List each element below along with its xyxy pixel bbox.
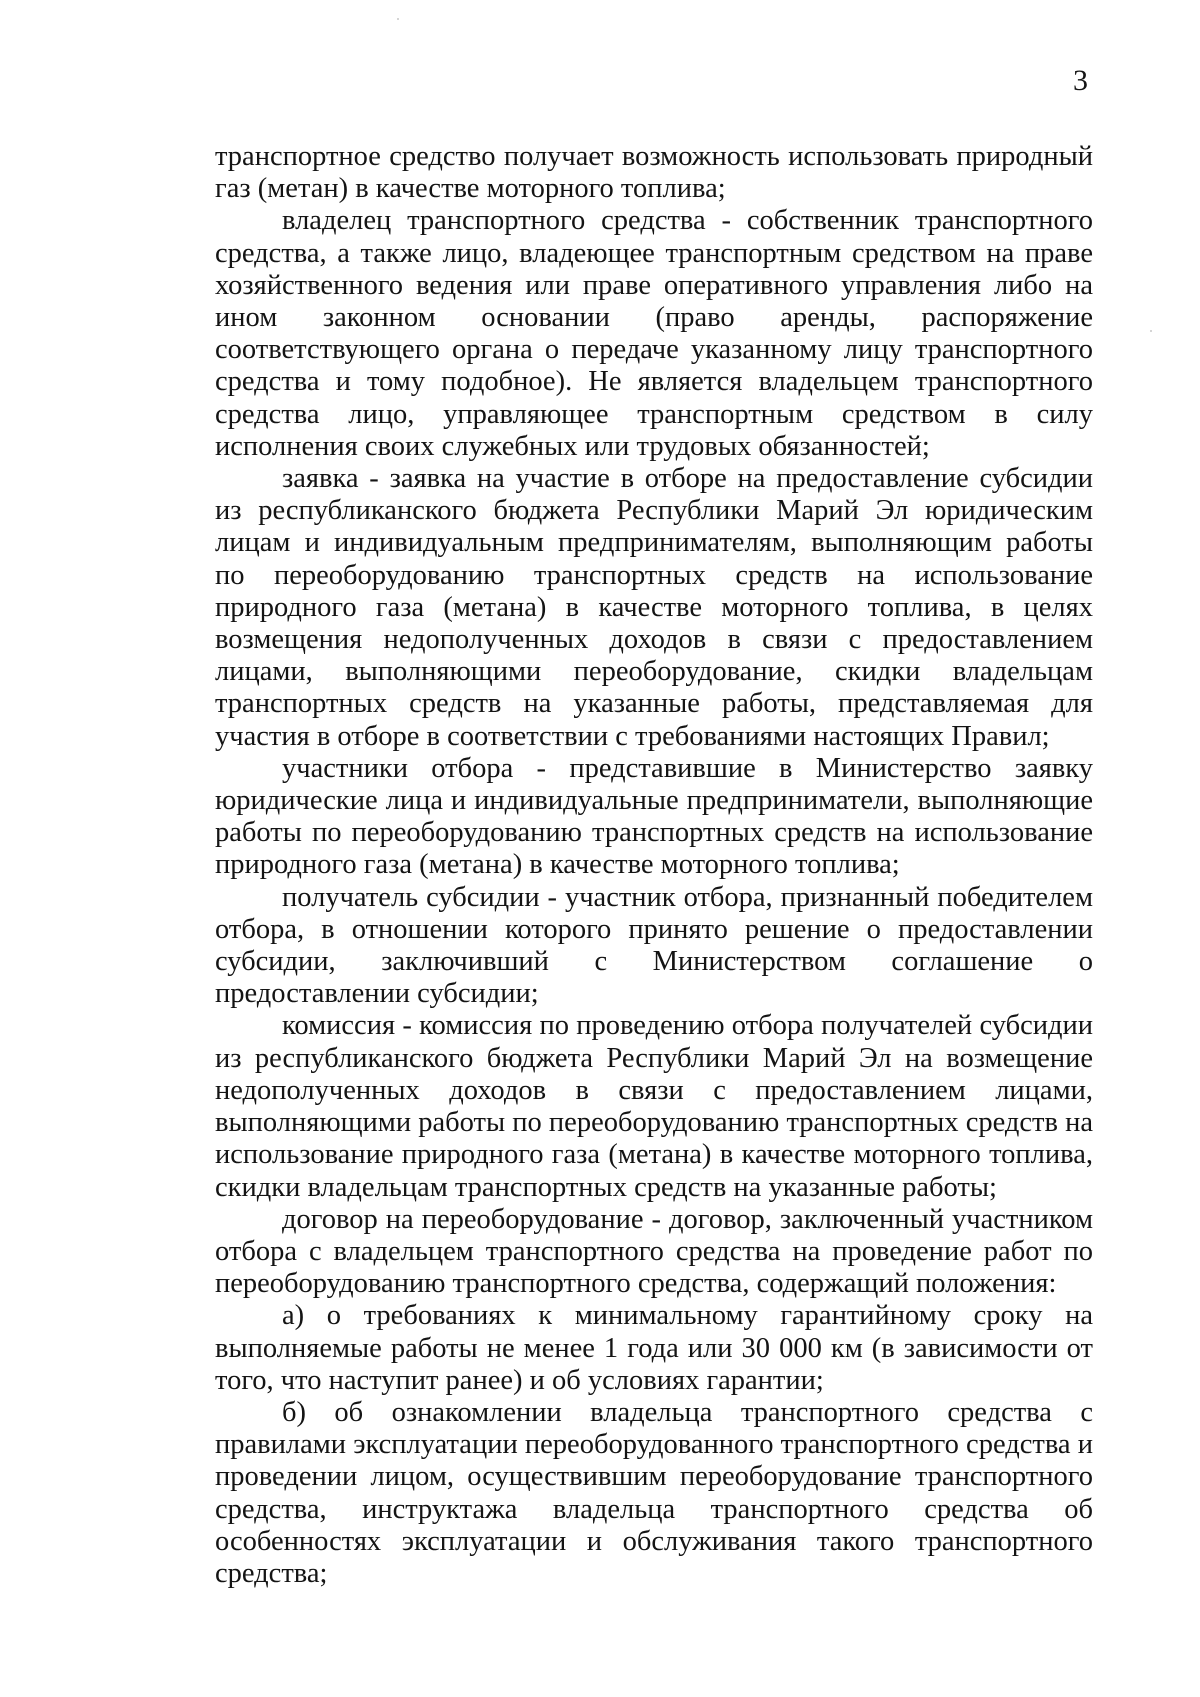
clause-a-warranty: а) о требованиях к минимальному гарантийному сроку на выполняемые работы не менее 1 года или 30 000 км (в зависимости от того, что наступит ранее) и об условиях гарантии; bbox=[215, 1300, 1093, 1396]
definition-commission: комиссия - комиссия по проведению отбора получателей субсидии из республиканского бюджета Республики Марий Эл на возмещение недополученных доходов в связи с предоставлением лицами, выполняющими работы по переоборудованию транспортных средств на использование природного газа (метана) в качестве моторного топлива, скидки владельцам транспортных средств на указанные работы; bbox=[215, 1010, 1093, 1203]
document-body bbox=[215, 141, 1093, 1590]
clause-b-familiarization: б) об ознакомлении владельца транспортного средства с правилами эксплуатации переоборудованного транспортного средства и проведении лицом, осуществившим переоборудование транспортного средства, инструктажа владельца транспортного средства об особенностях эксплуатации и обслуживания такого транспортного средства; bbox=[215, 1396, 1093, 1589]
scan-speck bbox=[397, 18, 399, 20]
definition-vehicle-owner: владелец транспортного средства - собственник транспортного средства, а также лицо, владеющее транспортным средством на праве хозяйственного ведения или праве оперативного управления либо на ином законном основании (право аренды, распоряжение соответствующего органа о передаче указанному лицу транспортного средства и тому подобное). Не является владельцем транспортного средства лицо, управляющее транспортным средством в силу исполнения своих служебных или трудовых обязанностей; bbox=[215, 205, 1093, 462]
scan-speck bbox=[1150, 330, 1152, 332]
definition-application: заявка - заявка на участие в отборе на предоставление субсидии из республиканского бюджета Республики Марий Эл юридическим лицам и индивидуальным предпринимателям, выполняющим работы по переоборудованию транспортных средств на использование природного газа (метана) в качестве моторного топлива, в целях возмещения недополученных доходов в связи с предоставлением лицами, выполняющими переоборудование, скидки владельцам транспортных средств на указанные работы, представляемая для участия в отборе в соответствии с требованиями настоящих Правил; bbox=[215, 463, 1093, 752]
definition-subsidy-recipient: получатель субсидии - участник отбора, признанный победителем отбора, в отношении которого принято решение о предоставлении субсидии, заключивший с Министерством соглашение о предоставлении субсидии; bbox=[215, 881, 1093, 1010]
definition-participants: участники отбора - представившие в Министерство заявку юридические лица и индивидуальные предприниматели, выполняющие работы по переоборудованию транспортных средств на использование природного газа (метана) в качестве моторного топлива; bbox=[215, 752, 1093, 881]
definition-conversion-contract: договор на переоборудование - договор, заключенный участником отбора с владельцем транспортного средства на проведение работ по переоборудованию транспортного средства, содержащий положения: bbox=[215, 1203, 1093, 1300]
page-number: 3 bbox=[1073, 64, 1088, 97]
paragraph-continuation: транспортное средство получает возможность использовать природный газ (метан) в качестве моторного топлива; bbox=[215, 141, 1093, 205]
